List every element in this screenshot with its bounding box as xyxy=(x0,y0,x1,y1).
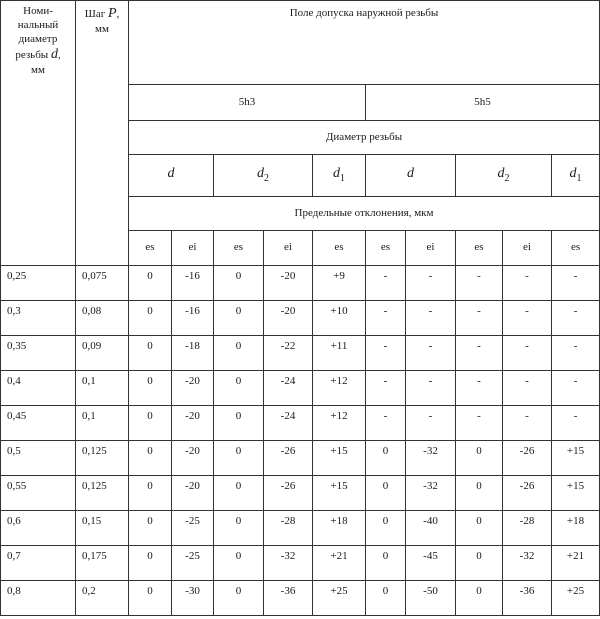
table-row xyxy=(1,581,600,616)
deviation-cell: -24 xyxy=(264,371,313,406)
deviation-cell: -40 xyxy=(406,511,456,546)
diameter-cell: 0,3 xyxy=(1,301,76,336)
symbol-d1-5h5: $d_1$ xyxy=(552,155,600,197)
deviation-col-5: es xyxy=(313,231,366,266)
deviation-cell: +12 xyxy=(313,406,366,441)
deviation-cell: 0 xyxy=(214,441,264,476)
deviation-cell: - xyxy=(456,336,503,371)
deviation-col-6: es xyxy=(366,231,406,266)
deviation-cell: -50 xyxy=(406,581,456,616)
deviation-cell: -45 xyxy=(406,546,456,581)
nominal-diameter-label-1: Номи- xyxy=(23,5,53,17)
deviation-cell: -32 xyxy=(503,546,552,581)
deviation-cell: - xyxy=(456,371,503,406)
deviation-cell: 0 xyxy=(366,441,406,476)
deviation-cell: 0 xyxy=(129,511,172,546)
diameter-cell: 0,45 xyxy=(1,406,76,441)
deviation-cell: 0 xyxy=(366,581,406,616)
deviation-cell: -16 xyxy=(172,266,214,301)
pitch-cell: 0,09 xyxy=(76,336,129,371)
deviation-cell: 0 xyxy=(214,406,264,441)
pitch-header: Шаг P, мм xyxy=(76,1,129,266)
field-5h5: 5h5 xyxy=(366,85,600,121)
deviation-cell: -20 xyxy=(264,266,313,301)
deviation-cell: 0 xyxy=(129,406,172,441)
deviation-col-8: es xyxy=(456,231,503,266)
deviation-cell: 0 xyxy=(214,546,264,581)
deviation-cell: -28 xyxy=(503,511,552,546)
deviation-cell: -25 xyxy=(172,511,214,546)
deviation-cell: +18 xyxy=(313,511,366,546)
deviation-cell: +10 xyxy=(313,301,366,336)
nominal-diameter-unit: мм xyxy=(31,63,45,76)
deviation-cell: 0 xyxy=(214,371,264,406)
pitch-symbol: P xyxy=(107,6,117,21)
diameter-cell: 0,7 xyxy=(1,546,76,581)
deviation-cell: -16 xyxy=(172,301,214,336)
pitch-cell: 0,2 xyxy=(76,581,129,616)
deviation-cell: - xyxy=(503,266,552,301)
deviation-cell: 0 xyxy=(129,336,172,371)
deviation-cell: - xyxy=(406,406,456,441)
deviation-cell: 0 xyxy=(129,476,172,511)
deviation-cell: - xyxy=(552,266,600,301)
pitch-cell: 0,125 xyxy=(76,476,129,511)
deviation-cell: - xyxy=(366,371,406,406)
pitch-cell: 0,1 xyxy=(76,371,129,406)
deviation-cell: 0 xyxy=(456,581,503,616)
deviation-col-4: ei xyxy=(264,231,313,266)
symbol-d2-5h3: $d_2$ xyxy=(214,155,313,197)
deviation-cell: -26 xyxy=(264,441,313,476)
deviation-cell: 0 xyxy=(456,441,503,476)
pitch-cell: 0,15 xyxy=(76,511,129,546)
deviation-title: Предельные отклонения, мкм xyxy=(129,197,600,231)
table-body xyxy=(1,266,600,616)
deviation-cell: +15 xyxy=(552,476,600,511)
deviation-cell: - xyxy=(366,406,406,441)
deviation-cell: +11 xyxy=(313,336,366,371)
deviation-cell: +18 xyxy=(552,511,600,546)
deviation-cell: +15 xyxy=(313,476,366,511)
deviation-cell: +15 xyxy=(313,441,366,476)
deviation-cell: -20 xyxy=(264,301,313,336)
nominal-diameter-symbol: d xyxy=(50,47,58,63)
deviation-cell: +15 xyxy=(552,441,600,476)
table-row xyxy=(1,371,600,406)
deviation-cell: -20 xyxy=(172,441,214,476)
diameter-cell: 0,35 xyxy=(1,336,76,371)
deviation-cell: 0 xyxy=(456,511,503,546)
deviation-cell: 0 xyxy=(366,511,406,546)
pitch-cell: 0,1 xyxy=(76,406,129,441)
table-row xyxy=(1,301,600,336)
tolerance-field-title: Поле допуска наружной резьбы xyxy=(129,1,600,85)
table-row xyxy=(1,406,600,441)
pitch-label: Шаг xyxy=(84,8,106,20)
deviation-cell: - xyxy=(406,336,456,371)
deviation-cell: -30 xyxy=(172,581,214,616)
deviation-col-10: es xyxy=(552,231,600,266)
deviation-cell: -20 xyxy=(172,406,214,441)
diameter-cell: 0,25 xyxy=(1,266,76,301)
deviation-cell: 0 xyxy=(366,476,406,511)
symbol-d2-5h5: $d_2$ xyxy=(456,155,552,197)
deviation-cell: -18 xyxy=(172,336,214,371)
deviation-cell: 0 xyxy=(129,581,172,616)
symbol-d-5h3: d xyxy=(129,155,214,197)
deviation-cell: - xyxy=(552,406,600,441)
diameter-cell: 0,5 xyxy=(1,441,76,476)
deviation-cell: 0 xyxy=(214,266,264,301)
diameter-cell: 0,4 xyxy=(1,371,76,406)
deviation-cell: - xyxy=(366,336,406,371)
table-row xyxy=(1,476,600,511)
nominal-diameter-label-3: диаметр xyxy=(18,32,58,45)
deviation-cell: 0 xyxy=(456,546,503,581)
deviation-cell: -26 xyxy=(264,476,313,511)
deviation-cell: - xyxy=(406,371,456,406)
deviation-col-3: es xyxy=(214,231,264,266)
deviation-cell: 0 xyxy=(129,371,172,406)
table-row xyxy=(1,441,600,476)
deviation-cell: +21 xyxy=(313,546,366,581)
diameter-cell: 0,6 xyxy=(1,511,76,546)
symbol-d-5h5: d xyxy=(366,155,456,197)
deviation-cell: - xyxy=(406,266,456,301)
table-row xyxy=(1,546,600,581)
deviation-cell: +25 xyxy=(552,581,600,616)
deviation-cell: -20 xyxy=(172,476,214,511)
deviation-cell: -36 xyxy=(264,581,313,616)
deviation-cell: +25 xyxy=(313,581,366,616)
deviation-cell: - xyxy=(366,266,406,301)
deviation-cell: -32 xyxy=(264,546,313,581)
deviation-cell: 0 xyxy=(129,266,172,301)
deviation-cell: +21 xyxy=(552,546,600,581)
deviation-cell: -25 xyxy=(172,546,214,581)
deviation-cell: 0 xyxy=(129,546,172,581)
deviation-cell: 0 xyxy=(214,581,264,616)
nominal-diameter-label-2: нальный xyxy=(17,18,59,31)
field-5h3: 5h3 xyxy=(129,85,366,121)
deviation-cell: 0 xyxy=(214,301,264,336)
deviation-cell: 0 xyxy=(214,476,264,511)
pitch-unit: мм xyxy=(95,22,109,35)
deviation-cell: - xyxy=(503,301,552,336)
diameter-cell: 0,55 xyxy=(1,476,76,511)
pitch-cell: 0,125 xyxy=(76,441,129,476)
deviation-cell: -32 xyxy=(406,476,456,511)
deviation-col-9: ei xyxy=(503,231,552,266)
deviation-cell: - xyxy=(456,266,503,301)
pitch-cell: 0,175 xyxy=(76,546,129,581)
deviation-cell: 0 xyxy=(366,546,406,581)
deviation-cell: -26 xyxy=(503,476,552,511)
pitch-cell: 0,08 xyxy=(76,301,129,336)
deviation-cell: -20 xyxy=(172,371,214,406)
nominal-diameter-header: Номи- нальный диаметр резьбы d, мм xyxy=(1,1,76,266)
deviation-cell: 0 xyxy=(129,301,172,336)
symbol-d1-5h3: $d_1$ xyxy=(313,155,366,197)
deviation-cell: 0 xyxy=(456,476,503,511)
deviation-cell: - xyxy=(503,336,552,371)
deviation-col-1: es xyxy=(129,231,172,266)
nominal-diameter-label-4: резьбы xyxy=(15,49,49,62)
deviation-cell: -26 xyxy=(503,441,552,476)
deviation-cell: - xyxy=(406,301,456,336)
deviation-col-7: ei xyxy=(406,231,456,266)
deviation-cell: -24 xyxy=(264,406,313,441)
deviation-cell: -28 xyxy=(264,511,313,546)
table-row xyxy=(1,336,600,371)
deviation-cell: - xyxy=(456,301,503,336)
deviation-col-2: ei xyxy=(172,231,214,266)
table-row xyxy=(1,266,600,301)
deviation-cell: -36 xyxy=(503,581,552,616)
deviation-cell: - xyxy=(456,406,503,441)
diameter-cell: 0,8 xyxy=(1,581,76,616)
deviation-cell: 0 xyxy=(129,441,172,476)
deviation-cell: 0 xyxy=(214,511,264,546)
deviation-cell: - xyxy=(366,301,406,336)
pitch-cell: 0,075 xyxy=(76,266,129,301)
deviation-cell: -22 xyxy=(264,336,313,371)
deviation-cell: +9 xyxy=(313,266,366,301)
deviation-cell: - xyxy=(503,406,552,441)
deviation-cell: - xyxy=(552,371,600,406)
thread-diameter-title: Диаметр резьбы xyxy=(129,121,600,155)
deviation-cell: -32 xyxy=(406,441,456,476)
table-row xyxy=(1,511,600,546)
deviation-cell: - xyxy=(503,371,552,406)
deviation-cell: +12 xyxy=(313,371,366,406)
deviation-cell: - xyxy=(552,336,600,371)
deviation-cell: 0 xyxy=(214,336,264,371)
deviation-cell: - xyxy=(552,301,600,336)
